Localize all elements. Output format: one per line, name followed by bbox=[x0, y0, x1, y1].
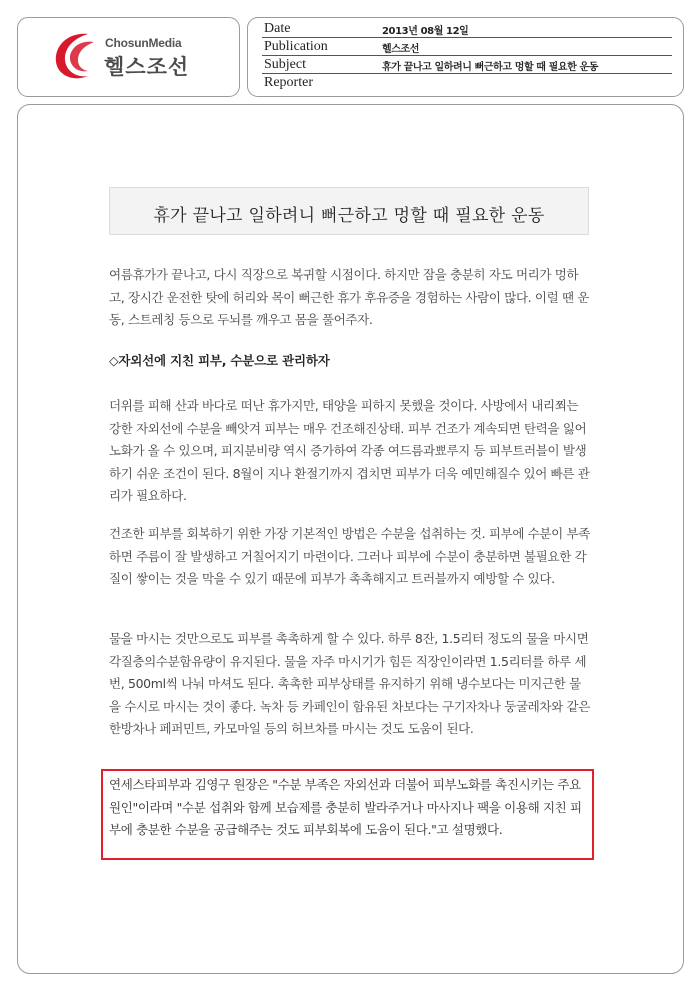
article-title: 휴가 끝나고 일하려니 뻐근하고 멍할 때 필요한 운동 bbox=[153, 206, 545, 226]
meta-row-subject bbox=[262, 56, 672, 74]
meta-label: Subject bbox=[264, 57, 306, 72]
body-paragraph: 더위를 피해 산과 바다로 떠난 휴가지만, 태양을 피하지 못했을 것이다. 사방에서 내리쬐는 강한 자외선에 수분을 빼앗겨 피부는 매우 건조해진상태. 피부 건조가 계속되면 탄력을 잃어 노화가 올 수 있으며, 피지분비량 역시 증가하여 각종 여드름과뾰루지 등 피부트러블이 발생하기 쉬운 조건이 된다. 8월이 지나 환절기까지 겹치면 피부가 더욱 예민해질수 있어 빠른 관리가 필요하다. bbox=[109, 398, 590, 504]
meta-row-reporter bbox=[262, 74, 672, 91]
meta-row-publication bbox=[262, 38, 672, 56]
quote-paragraph: 연세스타피부과 김영구 원장은 "수분 부족은 자외선과 더불어 피부노화를 촉진시키는 주요 원인"이라며 "수분 섭취와 함께 보습제를 충분히 발라주거나 마사지나 팩을 이용해 지친 피부에 충분한 수분을 공급해주는 것도 피부회복에 도움이 된다."고 설명했다. bbox=[109, 777, 582, 838]
intro-paragraph: 여름휴가가 끝나고, 다시 직장으로 복귀할 시점이다. 하지만 잠을 충분히 자도 머리가 멍하고, 장시간 운전한 탓에 허리와 목이 뻐근한 휴가 후유증을 경험하는 사람이 많다. 이럴 땐 운동, 스트레칭 등으로 두뇌를 깨우고 몸을 풀어주자. bbox=[109, 267, 590, 328]
meta-label: Date bbox=[264, 21, 291, 36]
brand-name-en: ChosunMedia bbox=[105, 36, 182, 50]
meta-value: 2013년 08월 12일 bbox=[382, 26, 469, 37]
body-paragraph: 건조한 피부를 회복하기 위한 가장 기본적인 방법은 수분을 섭취하는 것. 피부에 수분이 부족하면 주름이 잘 발생하고 거칠어지기 마련이다. 그러나 피부에 수분이 충분하면 불필요한 각질이 쌓이는 것을 막을 수 있기 때문에 피부가 촉촉해지고 트러블까지 예방할 수 있다. bbox=[109, 526, 590, 587]
body-paragraph: 물을 마시는 것만으로도 피부를 촉촉하게 할 수 있다. 하루 8잔, 1.5리터 정도의 물을 마시면 각질층의수분함유량이 유지된다. 물을 자주 마시기가 힘든 직장인이라면 1.5리터를 하루 세 번, 500ml씩 나눠 마셔도 된다. 촉촉한 피부상태를 유지하기 위해 냉수보다는 미지근한 물을 수시로 마시는 것이 좋다. 녹차 등 카페인이 함유된 차보다는 구기자차나 둥굴레차와 같은 한방차나 페퍼민트, 카모마일 등의 허브차를 마시는 것도 도움이 된다. bbox=[109, 631, 590, 737]
article-meta-panel bbox=[247, 17, 684, 97]
meta-label: Reporter bbox=[264, 75, 313, 90]
meta-label: Publication bbox=[264, 39, 328, 54]
meta-value: 헬스조선 bbox=[382, 44, 420, 55]
brand-name-ko: 헬스조선 bbox=[104, 55, 190, 79]
meta-row-date bbox=[262, 20, 672, 38]
logo-panel bbox=[17, 17, 240, 97]
chosun-media-logo-icon bbox=[48, 26, 108, 86]
section-heading: ◇자외선에 지친 피부, 수분으로 관리하자 bbox=[109, 353, 330, 368]
article-title-box bbox=[109, 187, 589, 235]
meta-value: 휴가 끝나고 일하려니 뻐근하고 멍할 때 필요한 운동 bbox=[382, 62, 599, 73]
